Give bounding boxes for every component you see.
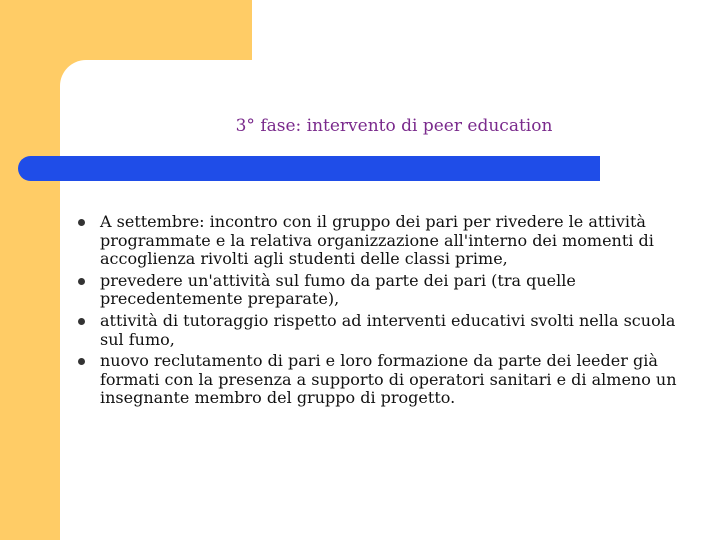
bullet-text: nuovo reclutamento di pari e loro formazione da parte dei leeder già formati con la presenza a supporto di operatori sanitari e di almeno un insegnante membro del gruppo di progetto. [100,351,677,408]
bullet-list [78,213,698,408]
bullet-text: attività di tutoraggio rispetto ad interventi educativi svolti nella scuola sul fumo, [100,310,676,349]
round-bullet-icon [78,278,85,285]
round-bullet-icon [78,219,85,226]
list-item [78,312,698,349]
bullet-text: prevedere un'attività sul fumo da parte dei pari (tra quelle precedentemente preparate), [100,270,576,309]
bullet-text: A settembre: incontro con il gruppo dei pari per rivedere le attività programmate e la relativa organizzazione all'interno dei momenti di accoglienza rivolti agli studenti delle classi prime, [100,212,654,269]
title-underline-bar [18,156,600,181]
round-bullet-icon [78,358,85,365]
slide-title: 3° fase: intervento di peer education [235,116,553,136]
round-bullet-icon [78,318,85,325]
list-item [78,352,698,408]
list-item [78,272,698,309]
list-item [78,213,698,269]
